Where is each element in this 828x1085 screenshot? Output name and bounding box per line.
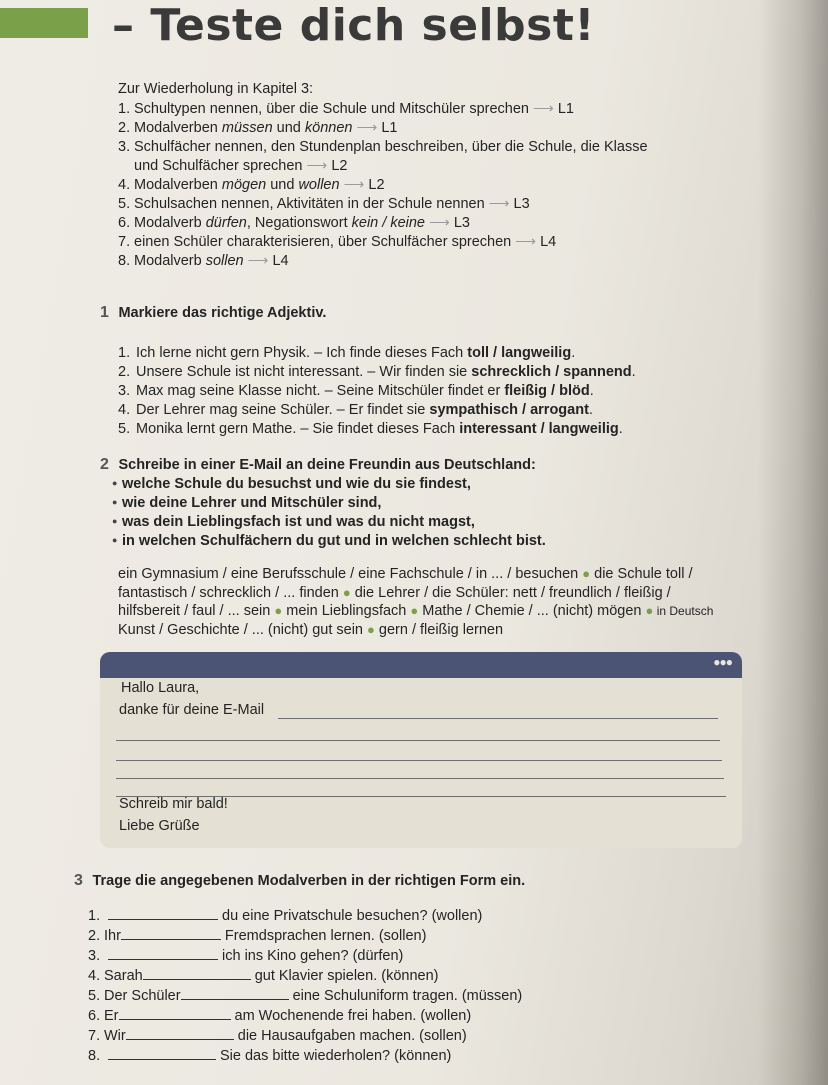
exercise-2-heading	[100, 456, 536, 474]
answer-blank[interactable]	[143, 966, 251, 980]
exercise-item: 2. Ihr Fremdsprachen lernen. (sollen)	[88, 928, 427, 944]
review-item: 3. Schulfächer nennen, den Stundenplan beschreiben, über die Schule, die Klasse und Schulfächer sprechen ⟶ L2	[118, 139, 648, 174]
exercise-item: 1. du eine Privatschule besuchen? (wollen)	[88, 908, 483, 924]
exercise-3-heading	[74, 872, 525, 890]
bullet-item: ● was dein Lieblingsfach ist und was du nicht magst,	[112, 512, 546, 531]
arrow-icon: ⟶	[533, 101, 554, 117]
answer-blank[interactable]	[108, 1046, 216, 1060]
adjective-choice[interactable]: toll / langweilig	[467, 345, 572, 361]
bullet-dot-icon: ●	[410, 603, 419, 618]
arrow-icon: ⟶	[488, 196, 510, 212]
exercise-item: 7. Wir die Hausaufgaben machen. (sollen)	[88, 1028, 467, 1044]
exercise-item: 3. Max mag seine Klasse nicht. – Seine Mitschüler findet er fleißig / blöd.	[118, 383, 594, 399]
email-greeting: Hallo Laura,	[121, 680, 200, 696]
menu-dots-icon: ●●●	[713, 655, 732, 669]
review-item: 5. Schulsachen nennen, Aktivitäten in der Schule nennen ⟶ L3	[118, 196, 530, 212]
review-item: 2. Modalverben müssen und können ⟶ L1	[118, 120, 398, 136]
exercise-3-list	[88, 906, 522, 1066]
word-bank	[118, 565, 738, 639]
exercise-number: 2	[100, 456, 109, 473]
bullet-dot-icon: ●	[367, 621, 375, 637]
bullet-item: ● in welchen Schulfächern du gut und in welchen schlecht bist.	[112, 531, 546, 550]
adjective-choice[interactable]: sympathisch / arrogant	[429, 402, 589, 418]
review-item: 4. Modalverben mögen und wollen ⟶ L2	[118, 177, 385, 193]
exercise-title: Markiere das richtige Adjektiv.	[118, 305, 327, 321]
exercise-item: 5. Monika lernt gern Mathe. – Sie findet dieses Fach interessant / langweilig.	[118, 421, 623, 437]
email-closing: Schreib mir bald!	[119, 796, 228, 812]
arrow-icon: ⟶	[343, 177, 365, 193]
exercise-number: 3	[74, 872, 83, 889]
exercise-number: 1	[100, 304, 109, 321]
exercise-item: 1. Ich lerne nicht gern Physik. – Ich finde dieses Fach toll / langweilig.	[118, 345, 576, 361]
exercise-item: 4. Sarah gut Klavier spielen. (können)	[88, 968, 439, 984]
answer-blank[interactable]	[108, 906, 218, 920]
review-section	[118, 80, 648, 271]
adjective-choice[interactable]: schrecklich / spannend	[471, 364, 632, 380]
answer-blank[interactable]	[181, 986, 289, 1000]
exercise-1-list	[118, 344, 636, 439]
exercise-item: 5. Der Schüler eine Schuluniform tragen. (müssen)	[88, 988, 523, 1004]
exercise-item: 8. Sie das bitte wiederholen? (können)	[88, 1048, 452, 1064]
exercise-item: 3. ich ins Kino gehen? (dürfen)	[88, 948, 404, 964]
exercise-title: Schreibe in einer E-Mail an deine Freundin aus Deutschland:	[118, 457, 536, 473]
arrow-icon: ⟶	[356, 120, 378, 136]
arrow-icon: ⟶	[429, 215, 450, 231]
adjective-choice[interactable]: fleißig / blöd	[504, 383, 590, 399]
exercise-item: 2. Unsere Schule ist nicht interessant. – Wir finden sie schrecklich / spannend.	[118, 364, 636, 380]
exercise-2-bullets	[112, 474, 546, 550]
exercise-item: 4. Der Lehrer mag seine Schüler. – Er findet sie sympathisch / arrogant.	[118, 402, 593, 418]
arrow-icon: ⟶	[306, 158, 328, 174]
exercise-item: 6. Er am Wochenende frei haben. (wollen)	[88, 1008, 472, 1024]
review-list	[118, 100, 648, 271]
arrow-icon: ⟶	[247, 253, 269, 269]
answer-blank[interactable]	[119, 1006, 231, 1020]
email-title-bar	[100, 652, 742, 678]
page-title: – Teste dich selbst!	[112, 0, 595, 51]
word-bank-line: hilfsbereit / faul / ... sein ● mein Lieblingsfach ● Mathe / Chemie / ... (nicht) mögen ● in Deutsch	[118, 603, 714, 619]
exercise-1-heading	[100, 304, 326, 322]
review-item: 1. Schultypen nennen, über die Schule und Mitschüler sprechen ⟶ L1	[118, 101, 574, 117]
page-spine-shadow	[758, 0, 828, 1085]
writing-line[interactable]	[278, 718, 718, 719]
bullet-dot-icon: ●	[582, 566, 591, 581]
green-header-bar	[0, 8, 88, 38]
writing-line[interactable]	[116, 740, 720, 741]
review-item: 8. Modalverb sollen ⟶ L4	[118, 253, 289, 269]
arrow-icon: ⟶	[515, 234, 537, 250]
email-first-line: danke für deine E-Mail	[119, 702, 265, 718]
exercise-title: Trage die angegebenen Modalverben in der richtigen Form ein.	[92, 873, 526, 889]
email-template	[100, 652, 742, 848]
bullet-dot-icon: ●	[274, 603, 283, 618]
email-signoff: Liebe Grüße	[119, 818, 200, 834]
adjective-choice[interactable]: interessant / langweilig	[459, 421, 619, 437]
review-item: 7. einen Schüler charakterisieren, über Schulfächer sprechen ⟶ L4	[118, 234, 557, 250]
answer-blank[interactable]	[126, 1026, 234, 1040]
answer-blank[interactable]	[121, 926, 221, 940]
bullet-item: ● welche Schule du besuchst und wie du sie findest,	[112, 474, 546, 493]
writing-line[interactable]	[116, 760, 722, 761]
word-bank-line: Kunst / Geschichte / ... (nicht) gut sein ● gern / fleißig lernen	[118, 621, 504, 638]
word-bank-line: fantastisch / schrecklich / ... finden ● die Lehrer / die Schüler: nett / freundlich / fleißig /	[118, 584, 671, 601]
bullet-item: ● wie deine Lehrer und Mitschüler sind,	[112, 493, 546, 512]
word-bank-line: ein Gymnasium / eine Berufsschule / eine Fachschule / in ... / besuchen ● die Schule toll /	[118, 566, 693, 582]
review-heading: Zur Wiederholung in Kapitel 3:	[118, 81, 314, 97]
answer-blank[interactable]	[108, 946, 218, 960]
review-item: 6. Modalverb dürfen, Negationswort kein / keine ⟶ L3	[118, 215, 470, 231]
bullet-dot-icon: ●	[342, 584, 351, 600]
writing-line[interactable]	[116, 778, 724, 779]
bullet-dot-icon: ●	[645, 603, 654, 618]
